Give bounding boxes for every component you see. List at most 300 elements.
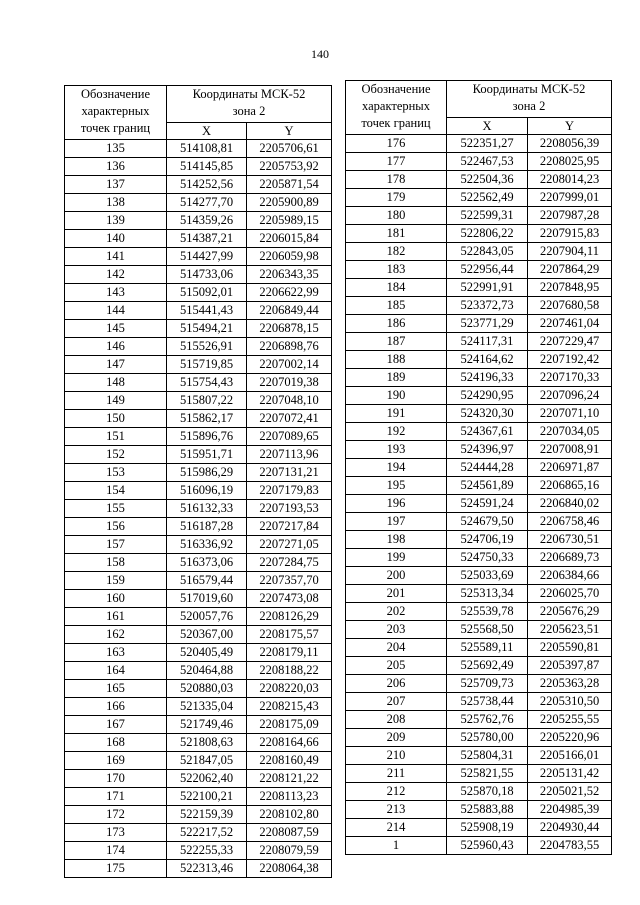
table-row xyxy=(346,693,612,711)
table-body-right xyxy=(346,135,612,855)
y-coordinate-cell: 2208025,95 xyxy=(528,153,612,171)
table-row xyxy=(65,230,332,248)
point-number-cell: 211 xyxy=(346,765,447,783)
point-number-cell: 136 xyxy=(65,158,167,176)
point-number-cell: 198 xyxy=(346,531,447,549)
point-number-cell: 184 xyxy=(346,279,447,297)
x-coordinate-cell: 524750,33 xyxy=(447,549,528,567)
x-coordinate-cell: 522313,46 xyxy=(167,860,247,878)
x-coordinate-cell: 525313,34 xyxy=(447,585,528,603)
point-number-cell: 182 xyxy=(346,243,447,261)
table-row xyxy=(65,788,332,806)
y-coordinate-cell: 2207904,11 xyxy=(528,243,612,261)
y-coordinate-cell: 2208188,22 xyxy=(247,662,332,680)
y-coordinate-cell: 2204985,39 xyxy=(528,801,612,819)
x-coordinate-cell: 515719,85 xyxy=(167,356,247,374)
point-number-cell: 137 xyxy=(65,176,167,194)
x-coordinate-cell: 525692,49 xyxy=(447,657,528,675)
y-coordinate-cell: 2206878,15 xyxy=(247,320,332,338)
table-row xyxy=(346,567,612,585)
point-number-cell: 1 xyxy=(346,837,447,855)
y-coordinate-cell: 2205590,81 xyxy=(528,639,612,657)
x-coordinate-cell: 515092,01 xyxy=(167,284,247,302)
y-coordinate-cell: 2207019,38 xyxy=(247,374,332,392)
y-coordinate-cell: 2206025,70 xyxy=(528,585,612,603)
table-row xyxy=(346,441,612,459)
y-coordinate-cell: 2206689,73 xyxy=(528,549,612,567)
coordinates-table-left xyxy=(64,85,332,878)
y-coordinate-cell: 2207848,95 xyxy=(528,279,612,297)
point-number-cell: 173 xyxy=(65,824,167,842)
table-row xyxy=(65,590,332,608)
point-number-cell: 212 xyxy=(346,783,447,801)
y-coordinate-cell: 2208087,59 xyxy=(247,824,332,842)
y-coordinate-cell: 2207008,91 xyxy=(528,441,612,459)
y-coordinate-cell: 2208121,22 xyxy=(247,770,332,788)
point-number-cell: 147 xyxy=(65,356,167,374)
table-row xyxy=(65,608,332,626)
y-coordinate-cell: 2208164,66 xyxy=(247,734,332,752)
point-number-cell: 155 xyxy=(65,500,167,518)
point-number-cell: 186 xyxy=(346,315,447,333)
point-number-cell: 143 xyxy=(65,284,167,302)
y-coordinate-cell: 2207002,14 xyxy=(247,356,332,374)
y-coordinate-cell: 2206384,66 xyxy=(528,567,612,585)
x-coordinate-cell: 514108,81 xyxy=(167,140,247,158)
x-coordinate-cell: 522062,40 xyxy=(167,770,247,788)
y-coordinate-cell: 2205753,92 xyxy=(247,158,332,176)
x-column-header: X xyxy=(447,118,528,135)
y-coordinate-cell: 2205220,96 xyxy=(528,729,612,747)
table-row xyxy=(346,459,612,477)
x-coordinate-cell: 522843,05 xyxy=(447,243,528,261)
y-coordinate-cell: 2207113,96 xyxy=(247,446,332,464)
x-coordinate-cell: 515896,76 xyxy=(167,428,247,446)
x-coordinate-cell: 525033,69 xyxy=(447,567,528,585)
x-coordinate-cell: 520367,00 xyxy=(167,626,247,644)
x-coordinate-cell: 525821,55 xyxy=(447,765,528,783)
x-coordinate-cell: 525738,44 xyxy=(447,693,528,711)
table-row xyxy=(346,711,612,729)
x-coordinate-cell: 524196,33 xyxy=(447,369,528,387)
point-number-cell: 158 xyxy=(65,554,167,572)
x-coordinate-cell: 525589,11 xyxy=(447,639,528,657)
point-number-cell: 187 xyxy=(346,333,447,351)
y-coordinate-cell: 2205676,29 xyxy=(528,603,612,621)
table-row xyxy=(65,572,332,590)
x-coordinate-cell: 514145,85 xyxy=(167,158,247,176)
y-coordinate-cell: 2206849,44 xyxy=(247,302,332,320)
point-number-cell: 168 xyxy=(65,734,167,752)
table-row xyxy=(65,860,332,878)
table-row xyxy=(65,428,332,446)
point-number-cell: 172 xyxy=(65,806,167,824)
y-coordinate-cell: 2206730,51 xyxy=(528,531,612,549)
table-row xyxy=(65,266,332,284)
point-number-cell: 213 xyxy=(346,801,447,819)
table-row xyxy=(346,819,612,837)
x-coordinate-cell: 514387,21 xyxy=(167,230,247,248)
y-coordinate-cell: 2206059,98 xyxy=(247,248,332,266)
y-coordinate-cell: 2206971,87 xyxy=(528,459,612,477)
table-row xyxy=(346,657,612,675)
y-coordinate-cell: 2208056,39 xyxy=(528,135,612,153)
point-number-cell: 179 xyxy=(346,189,447,207)
point-number-cell: 151 xyxy=(65,428,167,446)
point-number-cell: 204 xyxy=(346,639,447,657)
x-coordinate-cell: 524706,19 xyxy=(447,531,528,549)
x-coordinate-cell: 522562,49 xyxy=(447,189,528,207)
table-row xyxy=(346,225,612,243)
y-coordinate-cell: 2208079,59 xyxy=(247,842,332,860)
x-coordinate-cell: 521808,63 xyxy=(167,734,247,752)
y-coordinate-cell: 2206865,16 xyxy=(528,477,612,495)
table-row xyxy=(65,302,332,320)
x-coordinate-cell: 524367,61 xyxy=(447,423,528,441)
point-number-cell: 206 xyxy=(346,675,447,693)
table-row xyxy=(346,513,612,531)
table-row xyxy=(65,356,332,374)
coordinates-table-right xyxy=(345,80,612,855)
y-coordinate-cell: 2207864,29 xyxy=(528,261,612,279)
table-row xyxy=(65,716,332,734)
x-coordinate-cell: 525568,50 xyxy=(447,621,528,639)
y-coordinate-cell: 2208126,29 xyxy=(247,608,332,626)
point-number-cell: 174 xyxy=(65,842,167,860)
point-number-cell: 169 xyxy=(65,752,167,770)
x-coordinate-cell: 515526,91 xyxy=(167,338,247,356)
point-number-cell: 196 xyxy=(346,495,447,513)
y-coordinate-cell: 2207071,10 xyxy=(528,405,612,423)
x-coordinate-cell: 515754,43 xyxy=(167,374,247,392)
table-row xyxy=(65,626,332,644)
y-coordinate-cell: 2206343,35 xyxy=(247,266,332,284)
point-number-cell: 175 xyxy=(65,860,167,878)
point-number-cell: 164 xyxy=(65,662,167,680)
point-number-cell: 150 xyxy=(65,410,167,428)
point-number-cell: 145 xyxy=(65,320,167,338)
y-coordinate-cell: 2206758,46 xyxy=(528,513,612,531)
x-coordinate-cell: 522504,36 xyxy=(447,171,528,189)
table-row xyxy=(65,338,332,356)
x-coordinate-cell: 515986,29 xyxy=(167,464,247,482)
table-row xyxy=(346,333,612,351)
table-row xyxy=(65,644,332,662)
x-coordinate-cell: 525709,73 xyxy=(447,675,528,693)
point-number-cell: 156 xyxy=(65,518,167,536)
table-row xyxy=(346,243,612,261)
x-coordinate-cell: 525908,19 xyxy=(447,819,528,837)
point-number-cell: 154 xyxy=(65,482,167,500)
point-number-cell: 189 xyxy=(346,369,447,387)
table-row xyxy=(346,783,612,801)
point-number-cell: 170 xyxy=(65,770,167,788)
x-coordinate-cell: 524164,62 xyxy=(447,351,528,369)
point-number-cell: 138 xyxy=(65,194,167,212)
table-row xyxy=(346,387,612,405)
y-coordinate-cell: 2204930,44 xyxy=(528,819,612,837)
point-number-cell: 200 xyxy=(346,567,447,585)
y-coordinate-cell: 2207229,47 xyxy=(528,333,612,351)
x-coordinate-cell: 514427,99 xyxy=(167,248,247,266)
point-number-cell: 183 xyxy=(346,261,447,279)
point-number-cell: 141 xyxy=(65,248,167,266)
y-coordinate-cell: 2206622,99 xyxy=(247,284,332,302)
point-number-cell: 193 xyxy=(346,441,447,459)
x-coordinate-cell: 516373,06 xyxy=(167,554,247,572)
table-row xyxy=(65,194,332,212)
y-coordinate-cell: 2205623,51 xyxy=(528,621,612,639)
x-coordinate-cell: 514252,56 xyxy=(167,176,247,194)
coordinates-header: Координаты МСК-52 зона 2 xyxy=(167,86,332,123)
y-coordinate-cell: 2208014,23 xyxy=(528,171,612,189)
x-coordinate-cell: 524117,31 xyxy=(447,333,528,351)
coordinates-header: Координаты МСК-52 зона 2 xyxy=(447,81,612,118)
y-coordinate-cell: 2207284,75 xyxy=(247,554,332,572)
table-row xyxy=(65,374,332,392)
x-coordinate-cell: 522467,53 xyxy=(447,153,528,171)
table-row xyxy=(346,297,612,315)
x-coordinate-cell: 524444,28 xyxy=(447,459,528,477)
x-coordinate-cell: 514277,70 xyxy=(167,194,247,212)
y-coordinate-cell: 2207048,10 xyxy=(247,392,332,410)
table-row xyxy=(346,675,612,693)
y-coordinate-cell: 2204783,55 xyxy=(528,837,612,855)
x-coordinate-cell: 522100,21 xyxy=(167,788,247,806)
x-coordinate-cell: 522806,22 xyxy=(447,225,528,243)
x-coordinate-cell: 520057,76 xyxy=(167,608,247,626)
y-coordinate-cell: 2208064,38 xyxy=(247,860,332,878)
table-row xyxy=(346,621,612,639)
y-coordinate-cell: 2205706,61 xyxy=(247,140,332,158)
table-row xyxy=(346,495,612,513)
x-coordinate-cell: 525780,00 xyxy=(447,729,528,747)
y-coordinate-cell: 2207680,58 xyxy=(528,297,612,315)
x-coordinate-cell: 525762,76 xyxy=(447,711,528,729)
y-coordinate-cell: 2206898,76 xyxy=(247,338,332,356)
point-number-cell: 142 xyxy=(65,266,167,284)
x-coordinate-cell: 520880,03 xyxy=(167,680,247,698)
y-coordinate-cell: 2208215,43 xyxy=(247,698,332,716)
y-coordinate-cell: 2207089,65 xyxy=(247,428,332,446)
y-coordinate-cell: 2208113,23 xyxy=(247,788,332,806)
x-coordinate-cell: 514733,06 xyxy=(167,266,247,284)
x-coordinate-cell: 522159,39 xyxy=(167,806,247,824)
table-row xyxy=(65,752,332,770)
point-number-cell: 163 xyxy=(65,644,167,662)
x-coordinate-cell: 523372,73 xyxy=(447,297,528,315)
x-coordinate-cell: 516336,92 xyxy=(167,536,247,554)
x-coordinate-cell: 515951,71 xyxy=(167,446,247,464)
point-column-header: Обозначение характерных точек границ xyxy=(65,86,167,140)
y-coordinate-cell: 2208102,80 xyxy=(247,806,332,824)
x-column-header: X xyxy=(167,123,247,140)
y-coordinate-cell: 2206840,02 xyxy=(528,495,612,513)
y-coordinate-cell: 2205131,42 xyxy=(528,765,612,783)
table-row xyxy=(65,212,332,230)
point-number-cell: 188 xyxy=(346,351,447,369)
page-number: 140 xyxy=(311,47,329,61)
y-coordinate-cell: 2207131,21 xyxy=(247,464,332,482)
point-number-cell: 178 xyxy=(346,171,447,189)
y-coordinate-cell: 2207170,33 xyxy=(528,369,612,387)
table-row xyxy=(346,423,612,441)
x-coordinate-cell: 515494,21 xyxy=(167,320,247,338)
table-row xyxy=(65,464,332,482)
x-coordinate-cell: 525804,31 xyxy=(447,747,528,765)
table-row xyxy=(65,482,332,500)
x-coordinate-cell: 522991,91 xyxy=(447,279,528,297)
table-row xyxy=(65,806,332,824)
table-row xyxy=(65,410,332,428)
table-row xyxy=(346,261,612,279)
table-row xyxy=(65,554,332,572)
point-number-cell: 135 xyxy=(65,140,167,158)
table-row xyxy=(65,446,332,464)
y-coordinate-cell: 2207192,42 xyxy=(528,351,612,369)
table-row xyxy=(65,770,332,788)
x-coordinate-cell: 515441,43 xyxy=(167,302,247,320)
point-number-cell: 162 xyxy=(65,626,167,644)
y-coordinate-cell: 2207473,08 xyxy=(247,590,332,608)
table-row xyxy=(346,639,612,657)
x-coordinate-cell: 524561,89 xyxy=(447,477,528,495)
y-coordinate-cell: 2206015,84 xyxy=(247,230,332,248)
point-number-cell: 139 xyxy=(65,212,167,230)
x-coordinate-cell: 524679,50 xyxy=(447,513,528,531)
table-row xyxy=(65,140,332,158)
point-number-cell: 185 xyxy=(346,297,447,315)
y-column-header: Y xyxy=(528,118,612,135)
x-coordinate-cell: 516187,28 xyxy=(167,518,247,536)
x-coordinate-cell: 524591,24 xyxy=(447,495,528,513)
x-coordinate-cell: 522351,27 xyxy=(447,135,528,153)
x-coordinate-cell: 516579,44 xyxy=(167,572,247,590)
table-row xyxy=(346,729,612,747)
y-coordinate-cell: 2205989,15 xyxy=(247,212,332,230)
y-coordinate-cell: 2207999,01 xyxy=(528,189,612,207)
point-number-cell: 197 xyxy=(346,513,447,531)
y-coordinate-cell: 2205255,55 xyxy=(528,711,612,729)
table-row xyxy=(65,158,332,176)
point-number-cell: 203 xyxy=(346,621,447,639)
y-column-header: Y xyxy=(247,123,332,140)
x-coordinate-cell: 520464,88 xyxy=(167,662,247,680)
y-coordinate-cell: 2207915,83 xyxy=(528,225,612,243)
table-row xyxy=(65,698,332,716)
y-coordinate-cell: 2208179,11 xyxy=(247,644,332,662)
table-row xyxy=(65,176,332,194)
y-coordinate-cell: 2205310,50 xyxy=(528,693,612,711)
point-number-cell: 159 xyxy=(65,572,167,590)
table-body-left xyxy=(65,140,332,878)
x-coordinate-cell: 525960,43 xyxy=(447,837,528,855)
point-number-cell: 161 xyxy=(65,608,167,626)
point-number-cell: 214 xyxy=(346,819,447,837)
y-coordinate-cell: 2205871,54 xyxy=(247,176,332,194)
point-number-cell: 199 xyxy=(346,549,447,567)
x-coordinate-cell: 515807,22 xyxy=(167,392,247,410)
table-row xyxy=(65,518,332,536)
x-coordinate-cell: 520405,49 xyxy=(167,644,247,662)
point-number-cell: 180 xyxy=(346,207,447,225)
table-row xyxy=(346,171,612,189)
table-row xyxy=(65,284,332,302)
point-number-cell: 144 xyxy=(65,302,167,320)
table-row xyxy=(346,279,612,297)
point-number-cell: 167 xyxy=(65,716,167,734)
table-row xyxy=(65,824,332,842)
table-row xyxy=(65,500,332,518)
table-row xyxy=(65,680,332,698)
point-number-cell: 140 xyxy=(65,230,167,248)
table-row xyxy=(346,837,612,855)
y-coordinate-cell: 2207072,41 xyxy=(247,410,332,428)
y-coordinate-cell: 2207357,70 xyxy=(247,572,332,590)
point-number-cell: 210 xyxy=(346,747,447,765)
x-coordinate-cell: 525870,18 xyxy=(447,783,528,801)
table-row xyxy=(346,369,612,387)
table-row xyxy=(65,662,332,680)
x-coordinate-cell: 521847,05 xyxy=(167,752,247,770)
y-coordinate-cell: 2205397,87 xyxy=(528,657,612,675)
table-row xyxy=(346,585,612,603)
x-coordinate-cell: 522217,52 xyxy=(167,824,247,842)
x-coordinate-cell: 525539,78 xyxy=(447,603,528,621)
x-coordinate-cell: 524396,97 xyxy=(447,441,528,459)
table-row xyxy=(65,734,332,752)
table-row xyxy=(346,405,612,423)
x-coordinate-cell: 522956,44 xyxy=(447,261,528,279)
x-coordinate-cell: 515862,17 xyxy=(167,410,247,428)
point-number-cell: 157 xyxy=(65,536,167,554)
x-coordinate-cell: 525883,88 xyxy=(447,801,528,819)
point-number-cell: 177 xyxy=(346,153,447,171)
y-coordinate-cell: 2207193,53 xyxy=(247,500,332,518)
table-row xyxy=(65,248,332,266)
y-coordinate-cell: 2208220,03 xyxy=(247,680,332,698)
y-coordinate-cell: 2207461,04 xyxy=(528,315,612,333)
point-number-cell: 166 xyxy=(65,698,167,716)
point-number-cell: 149 xyxy=(65,392,167,410)
table-row xyxy=(346,801,612,819)
y-coordinate-cell: 2205900,89 xyxy=(247,194,332,212)
y-coordinate-cell: 2205363,28 xyxy=(528,675,612,693)
point-number-cell: 153 xyxy=(65,464,167,482)
point-number-cell: 165 xyxy=(65,680,167,698)
point-column-header: Обозначение характерных точек границ xyxy=(346,81,447,135)
x-coordinate-cell: 524320,30 xyxy=(447,405,528,423)
point-number-cell: 152 xyxy=(65,446,167,464)
y-coordinate-cell: 2208160,49 xyxy=(247,752,332,770)
table-row xyxy=(346,603,612,621)
x-coordinate-cell: 521335,04 xyxy=(167,698,247,716)
x-coordinate-cell: 516132,33 xyxy=(167,500,247,518)
table-row xyxy=(65,536,332,554)
y-coordinate-cell: 2207034,05 xyxy=(528,423,612,441)
point-number-cell: 205 xyxy=(346,657,447,675)
point-number-cell: 191 xyxy=(346,405,447,423)
point-number-cell: 202 xyxy=(346,603,447,621)
point-number-cell: 194 xyxy=(346,459,447,477)
table-row xyxy=(346,315,612,333)
y-coordinate-cell: 2208175,09 xyxy=(247,716,332,734)
point-number-cell: 201 xyxy=(346,585,447,603)
table-row xyxy=(346,747,612,765)
x-coordinate-cell: 514359,26 xyxy=(167,212,247,230)
y-coordinate-cell: 2207217,84 xyxy=(247,518,332,536)
point-number-cell: 176 xyxy=(346,135,447,153)
